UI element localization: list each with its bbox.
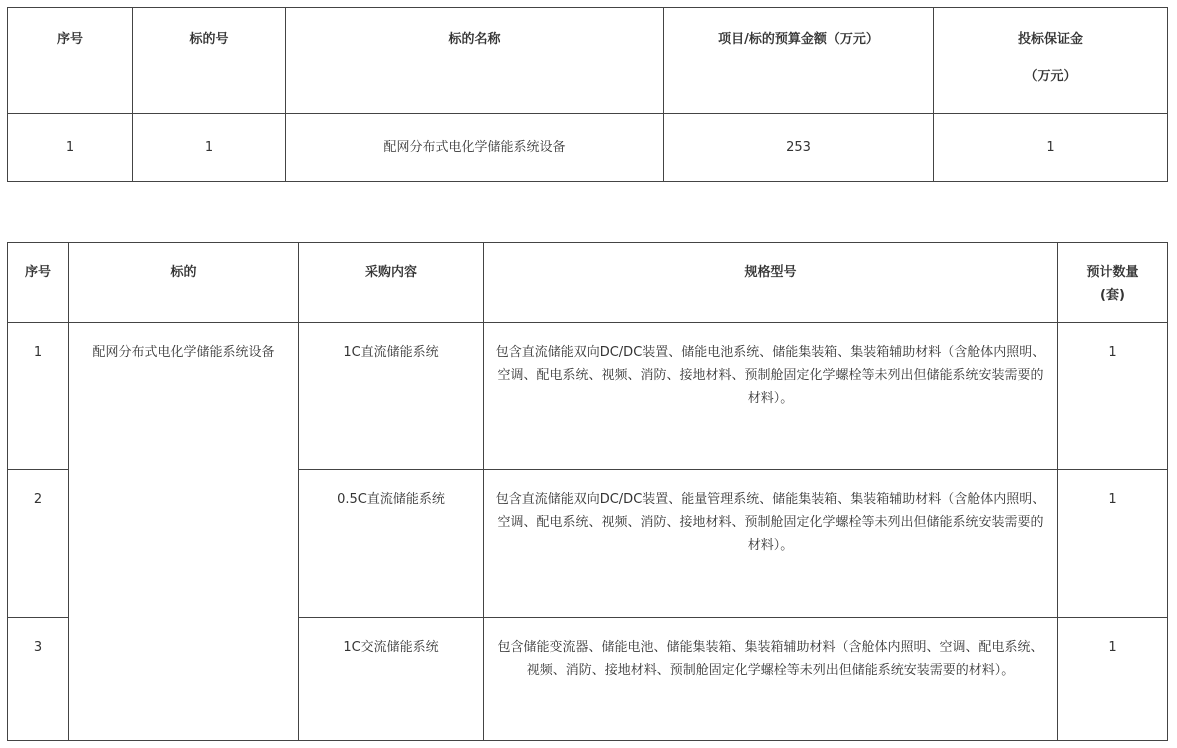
header-bid-bond-line1: 投标保证金 xyxy=(1017,32,1083,47)
cell-seq: 1 xyxy=(8,323,69,470)
cell-subject: 配网分布式电化学储能系统设备 xyxy=(69,323,299,741)
header-subject: 标的 xyxy=(69,243,299,323)
table-row xyxy=(8,323,1168,470)
cell-lot-no: 1 xyxy=(133,114,286,182)
cell-quantity: 1 xyxy=(1058,470,1168,618)
cell-content: 1C直流储能系统 xyxy=(299,323,484,470)
header-quantity-line1: 预计数量 xyxy=(1086,265,1139,280)
header-lot-no: 标的号 xyxy=(133,8,286,114)
cell-seq: 2 xyxy=(8,470,69,618)
cell-seq: 1 xyxy=(8,114,133,182)
cell-lot-name: 配网分布式电化学储能系统设备 xyxy=(286,114,664,182)
header-bid-bond-unit: （万元） xyxy=(1024,69,1077,84)
header-content: 采购内容 xyxy=(299,243,484,323)
cell-quantity: 1 xyxy=(1058,323,1168,470)
table-row xyxy=(8,114,1168,182)
cell-quantity: 1 xyxy=(1058,618,1168,741)
bid-lot-summary-table xyxy=(7,7,1168,182)
header-seq: 序号 xyxy=(8,8,133,114)
cell-spec: 包含直流储能双向DC/DC装置、储能电池系统、储能集装箱、集装箱辅助材料（含舱体内照明、空调、配电系统、视频、消防、接地材料、预制舱固定化学螺栓等未列出但储能系统安装需要的材料）。 xyxy=(484,323,1058,470)
header-budget: 项目/标的预算金额（万元） xyxy=(664,8,934,114)
table-header-row xyxy=(8,8,1168,114)
procurement-detail-table xyxy=(7,242,1168,741)
header-seq: 序号 xyxy=(8,243,69,323)
header-bid-bond xyxy=(934,8,1168,114)
cell-spec: 包含储能变流器、储能电池、储能集装箱、集装箱辅助材料（含舱体内照明、空调、配电系统、视频、消防、接地材料、预制舱固定化学螺栓等未列出但储能系统安装需要的材料）。 xyxy=(484,618,1058,741)
header-quantity-unit: (套) xyxy=(1100,288,1125,303)
cell-spec: 包含直流储能双向DC/DC装置、能量管理系统、储能集装箱、集装箱辅助材料（含舱体内照明、空调、配电系统、视频、消防、接地材料、预制舱固定化学螺栓等未列出但储能系统安装需要的材料）。 xyxy=(484,470,1058,618)
cell-bid-bond: 1 xyxy=(934,114,1168,182)
cell-budget: 253 xyxy=(664,114,934,182)
header-quantity xyxy=(1058,243,1168,323)
header-spec: 规格型号 xyxy=(484,243,1058,323)
cell-seq: 3 xyxy=(8,618,69,741)
header-lot-name: 标的名称 xyxy=(286,8,664,114)
cell-content: 1C交流储能系统 xyxy=(299,618,484,741)
table-header-row xyxy=(8,243,1168,323)
cell-content: 0.5C直流储能系统 xyxy=(299,470,484,618)
